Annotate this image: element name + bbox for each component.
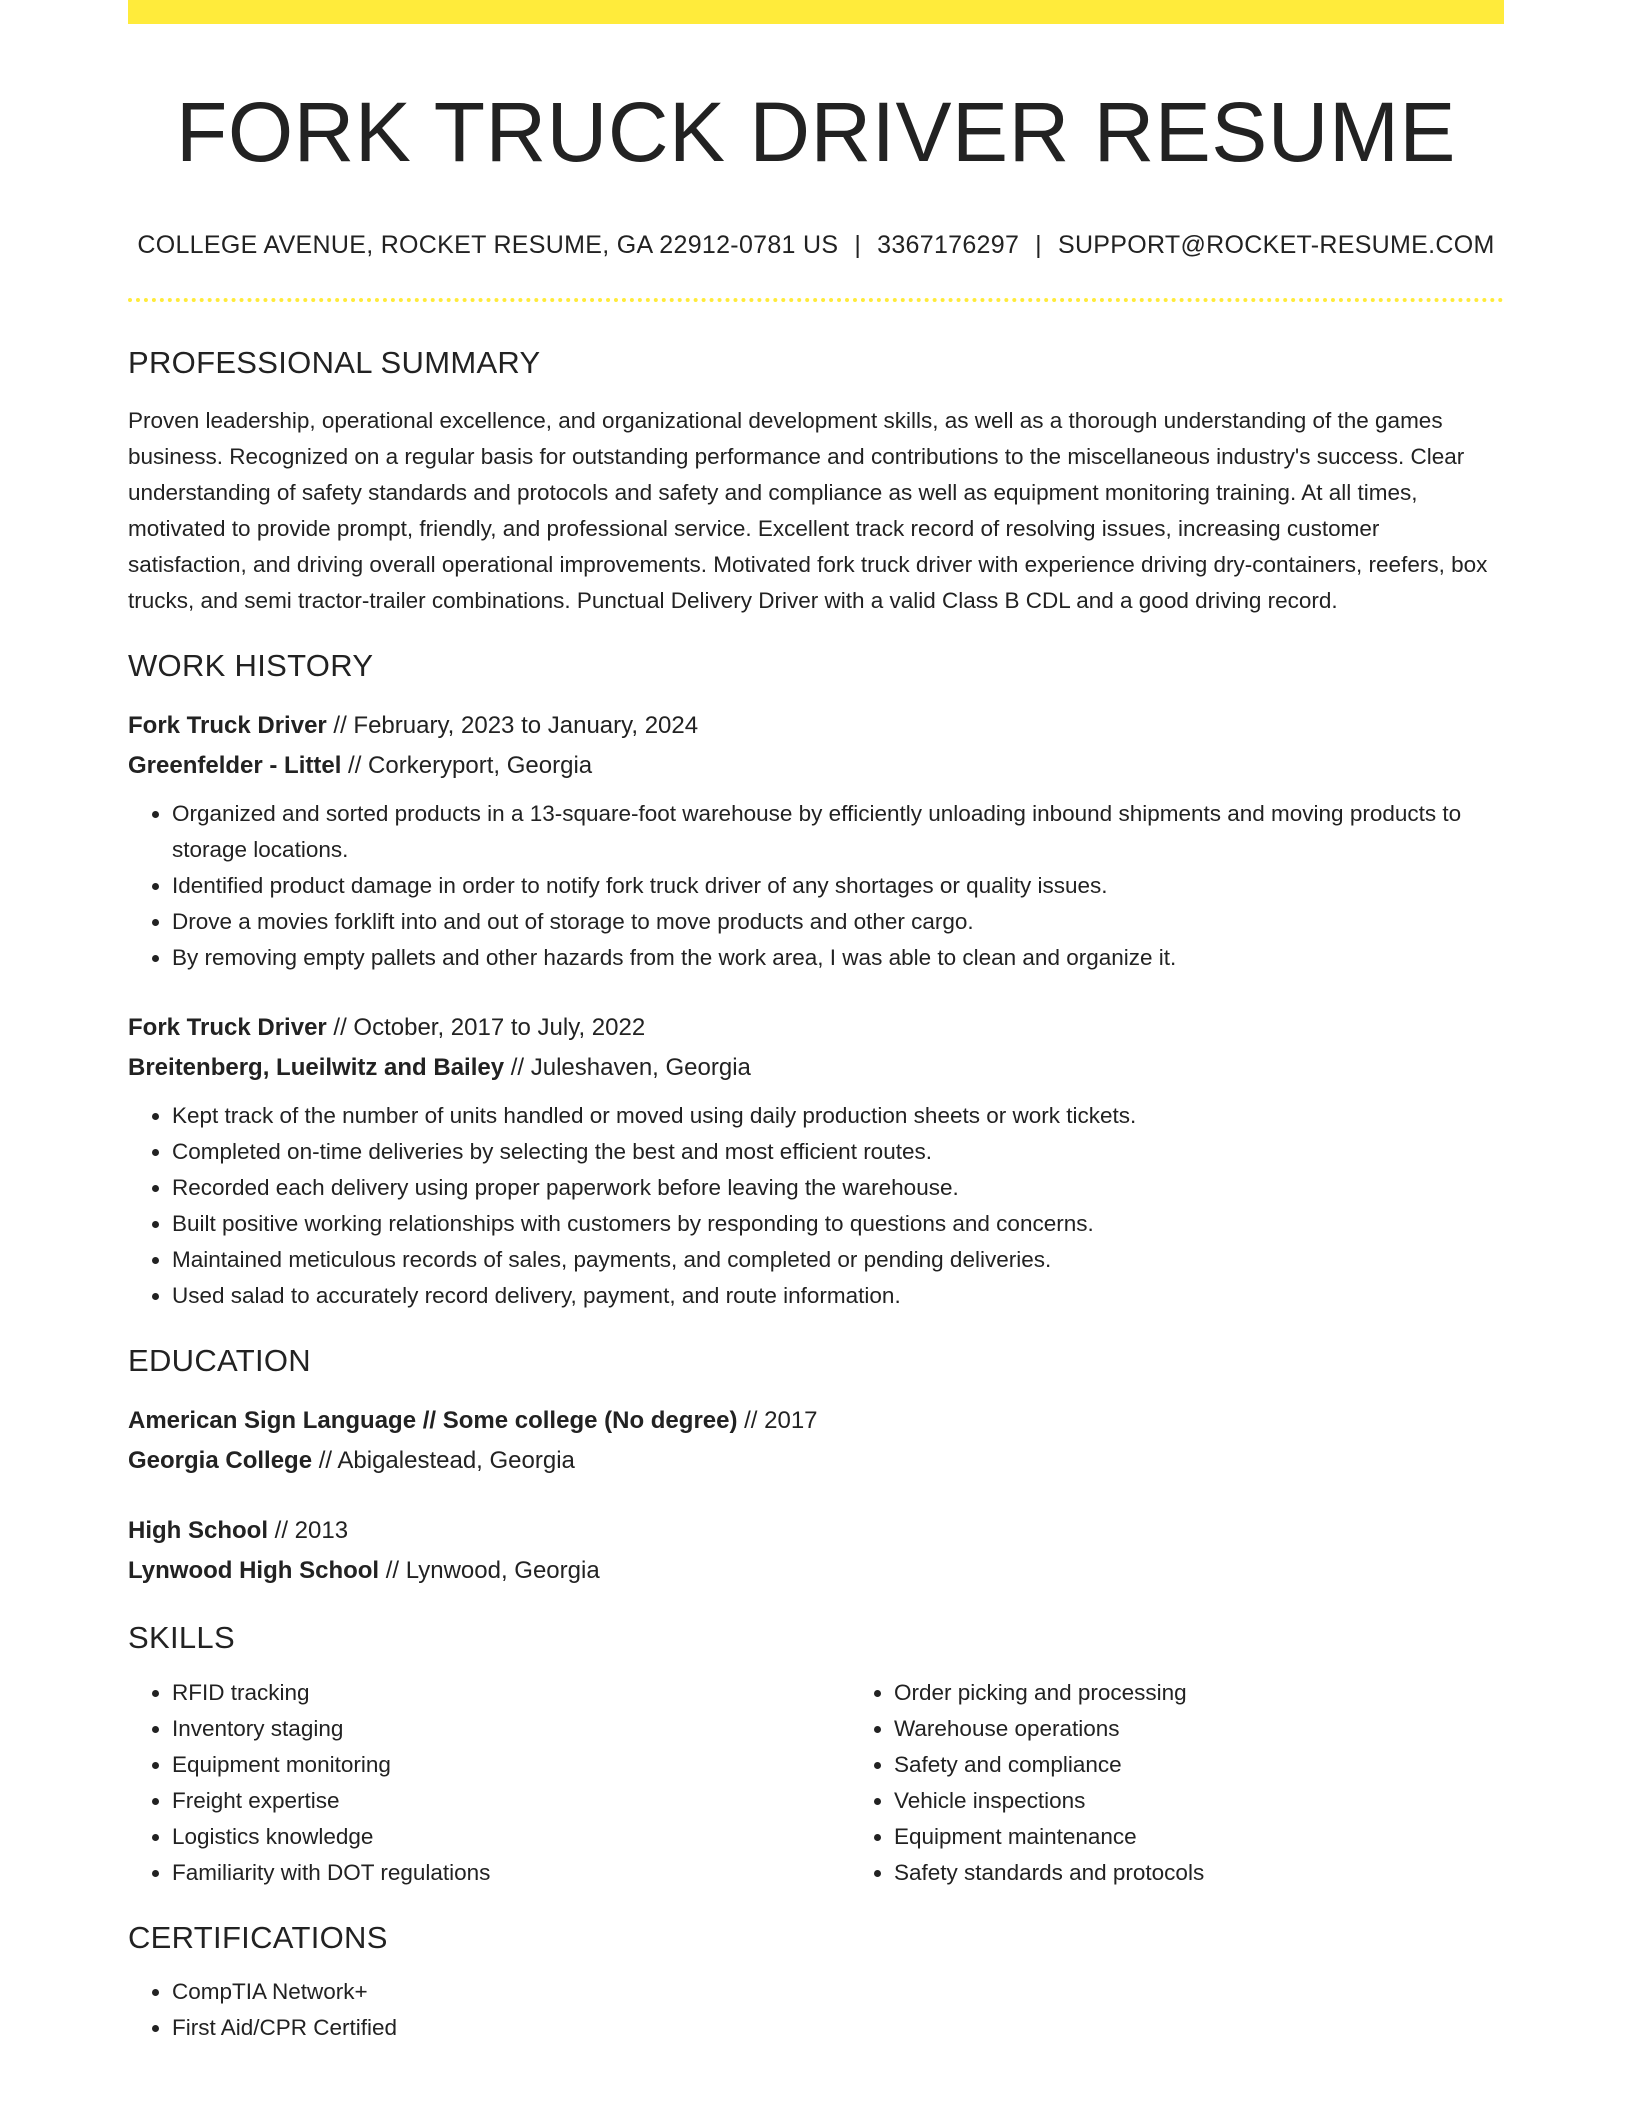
job-bullets	[128, 796, 1504, 976]
list-item: • Freight expertise	[172, 1783, 850, 1819]
skills-list-left	[128, 1675, 850, 1891]
job-company: Greenfelder - Littel	[128, 752, 342, 780]
list-item: • Order picking and processing	[894, 1675, 1504, 1711]
skills-columns	[128, 1675, 1504, 1891]
education-school-line	[128, 1551, 1504, 1591]
list-item: • Recorded each delivery using proper paperwork before leaving the warehouse.	[172, 1170, 1504, 1206]
list-item: • Inventory staging	[172, 1711, 850, 1747]
list-item: • Completed on-time deliveries by selecting the best and most efficient routes.	[172, 1134, 1504, 1170]
summary-section	[128, 344, 1504, 619]
list-item: • Drove a movies forklift into and out of storage to move products and other cargo.	[172, 904, 1504, 940]
summary-text: Proven leadership, operational excellence, and organizational development skills, as well as a thorough understanding of the games business. Recognized on a regular basis for outstanding performance and contributions to the miscellaneous industry's success. Clear understanding of safety standards and protocols and safety and compliance as well as equipment monitoring training. At all times, motivated to provide prompt, friendly, and professional service. Excellent track record of resolving issues, increasing customer satisfaction, and driving overall operational improvements. Motivated fork truck driver with experience driving dry-containers, reefers, box trucks, and semi tractor-trailer combinations. Punctual Delivery Driver with a valid Class B CDL and a good driving record.	[128, 407, 1488, 613]
list-item: • Equipment monitoring	[172, 1747, 850, 1783]
job-title-line	[128, 1008, 1504, 1048]
education-year: // 2013	[268, 1517, 349, 1545]
work-history-heading: WORK HISTORY	[128, 647, 374, 683]
job-company: Breitenberg, Lueilwitz and Bailey	[128, 1054, 505, 1082]
job-title-line	[128, 706, 1504, 746]
list-item: • Maintained meticulous records of sales, payments, and completed or pending deliveries.	[172, 1242, 1504, 1278]
skills-list-right	[850, 1675, 1504, 1891]
top-accent-bar	[128, 0, 1504, 24]
list-item: • Organized and sorted products in a 13-square-foot warehouse by efficiently unloading inbound shipments and moving products to storage locations.	[172, 796, 1504, 868]
contact-line	[128, 231, 1504, 260]
contact-phone: 3367176297	[877, 230, 1020, 259]
list-item: • Kept track of the number of units handled or moved using daily production sheets or work tickets.	[172, 1098, 1504, 1134]
job-dates: // October, 2017 to July, 2022	[326, 1014, 646, 1042]
list-item: • Used salad to accurately record delivery, payment, and route information.	[172, 1278, 1504, 1314]
education-entry	[128, 1511, 1504, 1591]
list-item: • Familiarity with DOT regulations	[172, 1855, 850, 1891]
job-location: // Juleshaven, Georgia	[504, 1054, 751, 1082]
education-entry	[128, 1401, 1504, 1481]
education-location: // Abigalestead, Georgia	[312, 1447, 575, 1475]
job-bullets	[128, 1098, 1504, 1314]
work-history-section	[128, 647, 1504, 1314]
resume-page	[128, 0, 1504, 2046]
education-school: Georgia College	[128, 1447, 313, 1475]
list-item: • Safety standards and protocols	[894, 1855, 1504, 1891]
list-item: • RFID tracking	[172, 1675, 850, 1711]
certifications-heading: CERTIFICATIONS	[128, 1919, 388, 1955]
contact-separator: |	[1035, 230, 1042, 259]
education-school-line	[128, 1441, 1504, 1481]
skills-heading: SKILLS	[128, 1620, 235, 1656]
job-company-line	[128, 746, 1504, 786]
skills-section	[128, 1619, 1504, 1890]
job-dates: // February, 2023 to January, 2024	[326, 712, 699, 740]
education-degree-line	[128, 1511, 1504, 1551]
education-section	[128, 1342, 1504, 1591]
list-item: • Built positive working relationships with customers by responding to questions and concerns.	[172, 1206, 1504, 1242]
contact-address: COLLEGE AVENUE, ROCKET RESUME, GA 22912-0781 US	[137, 230, 839, 259]
education-degree: High School	[128, 1517, 268, 1545]
list-item: • Equipment maintenance	[894, 1819, 1504, 1855]
list-item: • By removing empty pallets and other hazards from the work area, I was able to clean and organize it.	[172, 940, 1504, 976]
dotted-divider	[128, 298, 1504, 302]
education-degree-line	[128, 1401, 1504, 1441]
education-heading: EDUCATION	[128, 1343, 311, 1379]
list-item: • First Aid/CPR Certified	[172, 2010, 1504, 2046]
contact-email: SUPPORT@ROCKET-RESUME.COM	[1057, 230, 1495, 259]
education-year: // 2017	[737, 1407, 818, 1435]
job-title: Fork Truck Driver	[128, 712, 327, 740]
job-title: Fork Truck Driver	[128, 1014, 327, 1042]
list-item: • Vehicle inspections	[894, 1783, 1504, 1819]
job-location: // Corkeryport, Georgia	[341, 752, 593, 780]
certifications-list	[128, 1974, 1504, 2046]
resume-title: FORK TRUCK DRIVER RESUME	[176, 85, 1456, 179]
job-company-line	[128, 1048, 1504, 1088]
job-entry	[128, 1008, 1504, 1314]
job-entry	[128, 706, 1504, 976]
summary-heading: PROFESSIONAL SUMMARY	[128, 344, 541, 380]
list-item: • Warehouse operations	[894, 1711, 1504, 1747]
contact-separator: |	[854, 230, 862, 259]
certifications-section	[128, 1919, 1504, 2046]
list-item: • Safety and compliance	[894, 1747, 1504, 1783]
education-school: Lynwood High School	[128, 1557, 380, 1585]
list-item: • Identified product damage in order to notify fork truck driver of any shortages or quality issues.	[172, 868, 1504, 904]
education-location: // Lynwood, Georgia	[379, 1557, 600, 1585]
list-item: • CompTIA Network+	[172, 1974, 1504, 2010]
education-degree: American Sign Language // Some college (No degree)	[128, 1407, 738, 1435]
list-item: • Logistics knowledge	[172, 1819, 850, 1855]
